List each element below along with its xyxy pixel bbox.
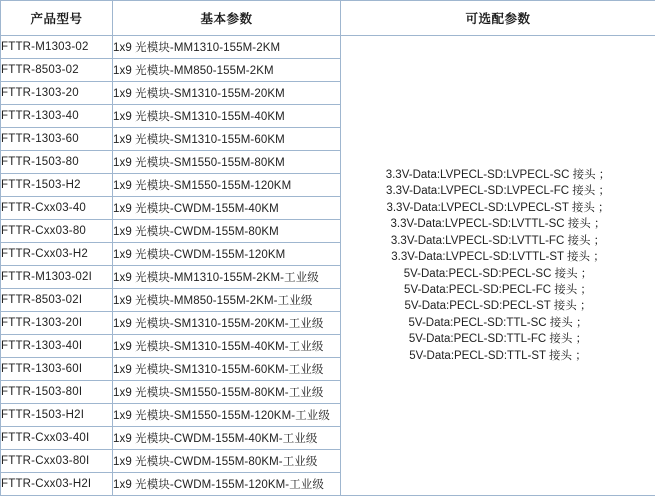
cell-model: FTTR-1503-H2I xyxy=(1,404,113,427)
cell-basic-params: 1x9 光模块-SM1310-155M-20KM-工业级 xyxy=(113,312,341,335)
cell-basic-params: 1x9 光模块-SM1550-155M-120KM-工业级 xyxy=(113,404,341,427)
optional-param-line: 3.3V-Data:LVPECL-SD:LVTTL-SC 接头 ； xyxy=(341,216,655,232)
optional-param-line: 3.3V-Data:LVPECL-SD:LVTTL-FC 接头 ； xyxy=(341,233,655,249)
table-row xyxy=(1,36,655,59)
cell-basic-params: 1x9 光模块-SM1310-155M-60KM xyxy=(113,128,341,151)
cell-model: FTTR-1303-20I xyxy=(1,312,113,335)
cell-model: FTTR-M1303-02 xyxy=(1,36,113,59)
cell-model: FTTR-1303-60 xyxy=(1,128,113,151)
cell-basic-params: 1x9 光模块-SM1550-155M-80KM-工业级 xyxy=(113,381,341,404)
cell-basic-params: 1x9 光模块-MM1310-155M-2KM xyxy=(113,36,341,59)
cell-model: FTTR-1503-H2 xyxy=(1,174,113,197)
optional-param-line: 3.3V-Data:LVPECL-SD:LVPECL-ST 接头 ； xyxy=(341,200,655,216)
cell-basic-params: 1x9 光模块-MM850-155M-2KM-工业级 xyxy=(113,289,341,312)
cell-model: FTTR-Cxx03-80I xyxy=(1,450,113,473)
column-header-model: 产品型号 xyxy=(1,1,113,36)
cell-model: FTTR-1303-60I xyxy=(1,358,113,381)
header-row xyxy=(1,1,655,36)
cell-model: FTTR-Cxx03-H2 xyxy=(1,243,113,266)
optional-param-line: 5V-Data:PECL-SD:PECL-ST 接头 ； xyxy=(341,298,655,314)
cell-optional-params xyxy=(341,36,655,496)
optional-param-line: 5V-Data:PECL-SD:PECL-FC 接头 ； xyxy=(341,282,655,298)
cell-basic-params: 1x9 光模块-CWDM-155M-120KM-工业级 xyxy=(113,473,341,496)
optional-param-line: 5V-Data:PECL-SD:TTL-ST 接头 ； xyxy=(341,348,655,364)
cell-basic-params: 1x9 光模块-CWDM-155M-80KM-工业级 xyxy=(113,450,341,473)
optional-param-line: 3.3V-Data:LVPECL-SD:LVPECL-FC 接头 ； xyxy=(341,183,655,199)
cell-model: FTTR-1303-20 xyxy=(1,82,113,105)
cell-basic-params: 1x9 光模块-MM1310-155M-2KM-工业级 xyxy=(113,266,341,289)
cell-basic-params: 1x9 光模块-SM1310-155M-20KM xyxy=(113,82,341,105)
cell-model: FTTR-8503-02I xyxy=(1,289,113,312)
cell-model: FTTR-1303-40I xyxy=(1,335,113,358)
cell-basic-params: 1x9 光模块-CWDM-155M-40KM-工业级 xyxy=(113,427,341,450)
table-body xyxy=(1,36,655,496)
cell-basic-params: 1x9 光模块-CWDM-155M-120KM xyxy=(113,243,341,266)
cell-model: FTTR-Cxx03-40 xyxy=(1,197,113,220)
column-header-basic-params: 基本参数 xyxy=(113,1,341,36)
cell-model: FTTR-M1303-02I xyxy=(1,266,113,289)
cell-basic-params: 1x9 光模块-SM1550-155M-80KM xyxy=(113,151,341,174)
optional-params-list xyxy=(341,167,655,364)
cell-basic-params: 1x9 光模块-CWDM-155M-80KM xyxy=(113,220,341,243)
cell-model: FTTR-1503-80 xyxy=(1,151,113,174)
cell-model: FTTR-Cxx03-40I xyxy=(1,427,113,450)
cell-basic-params: 1x9 光模块-MM850-155M-2KM xyxy=(113,59,341,82)
cell-model: FTTR-8503-02 xyxy=(1,59,113,82)
optional-param-line: 5V-Data:PECL-SD:TTL-FC 接头 ； xyxy=(341,331,655,347)
cell-model: FTTR-1303-40 xyxy=(1,105,113,128)
cell-basic-params: 1x9 光模块-CWDM-155M-40KM xyxy=(113,197,341,220)
optional-param-line: 3.3V-Data:LVPECL-SD:LVPECL-SC 接头 ； xyxy=(341,167,655,183)
cell-basic-params: 1x9 光模块-SM1310-155M-40KM-工业级 xyxy=(113,335,341,358)
cell-basic-params: 1x9 光模块-SM1310-155M-60KM-工业级 xyxy=(113,358,341,381)
optional-param-line: 5V-Data:PECL-SD:PECL-SC 接头 ； xyxy=(341,266,655,282)
column-header-optional-params: 可选配参数 xyxy=(341,1,655,36)
table-header xyxy=(1,1,655,36)
optional-param-line: 3.3V-Data:LVPECL-SD:LVTTL-ST 接头 ； xyxy=(341,249,655,265)
optional-param-line: 5V-Data:PECL-SD:TTL-SC 接头 ； xyxy=(341,315,655,331)
cell-basic-params: 1x9 光模块-SM1310-155M-40KM xyxy=(113,105,341,128)
cell-model: FTTR-Cxx03-80 xyxy=(1,220,113,243)
cell-model: FTTR-1503-80I xyxy=(1,381,113,404)
cell-model: FTTR-Cxx03-H2I xyxy=(1,473,113,496)
cell-basic-params: 1x9 光模块-SM1550-155M-120KM xyxy=(113,174,341,197)
